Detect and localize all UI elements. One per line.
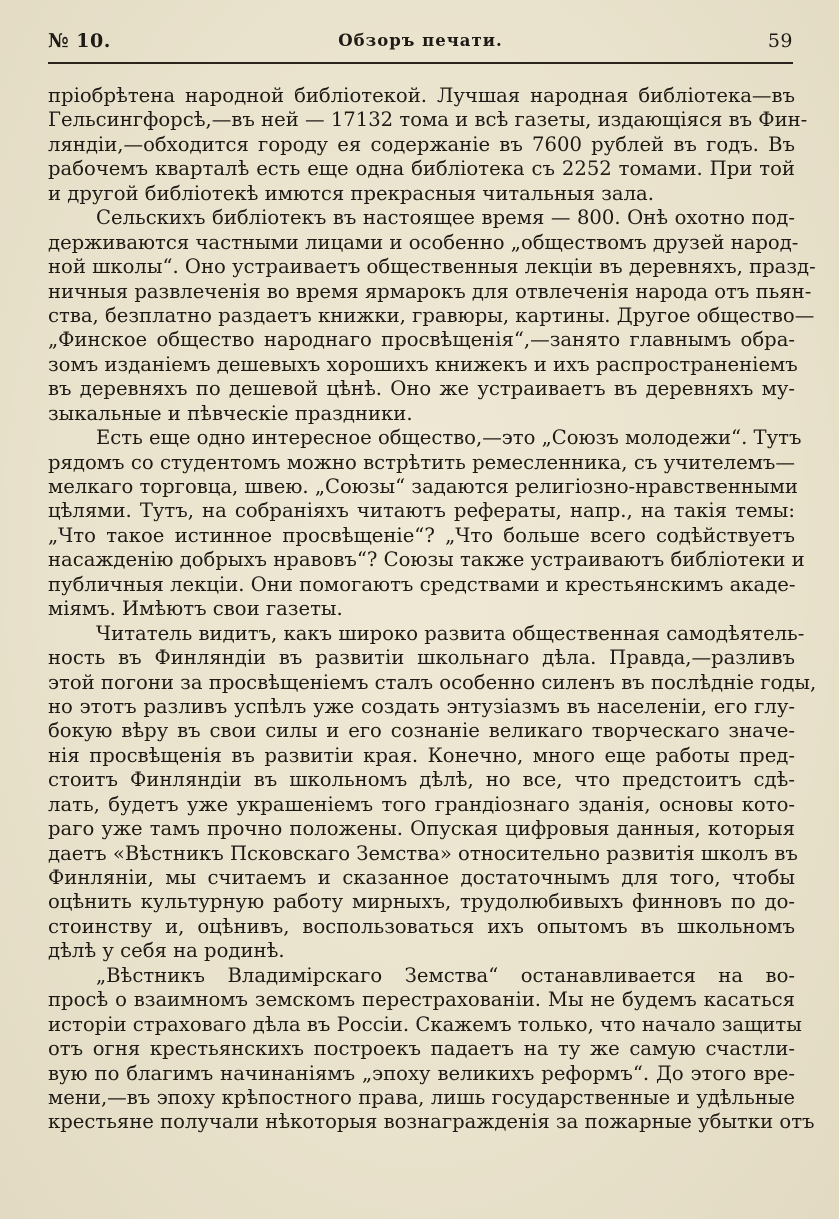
header-rule [48, 62, 793, 64]
page-number: 59 [767, 30, 793, 52]
text-line: „Что такое истинное просвѣщеніе“? „Что больше всего содѣйствуетъ [48, 523, 795, 547]
paragraph [48, 206, 816, 426]
text-line: раго уже тамъ прочно положены. Опуская цифровыя данныя, которыя [48, 817, 795, 841]
text-line: исторіи страховаго дѣла въ Россіи. Скажемъ только, что начало защиты [48, 1012, 802, 1036]
text-line: рабочемъ кварталѣ есть еще одна библіотека съ 2252 томами. При той [48, 157, 795, 181]
paragraph [48, 621, 817, 964]
text-line: стоинству и, оцѣнивъ, воспользоваться ихъ опытомъ въ школьномъ [48, 914, 795, 938]
text-line: пріобрѣтена народной библіотекой. Лучшая народная библіотека—въ [48, 84, 795, 107]
text-line: насажденію добрыхъ нравовъ“? Союзы также устраиваютъ библіотеки и [48, 548, 805, 572]
text-line: Гельсингфорсѣ,—въ ней — 17132 тома и всѣ газеты, издающіяся въ Фин- [48, 108, 808, 132]
text-line: ничныя развлеченія во время ярмарокъ для отвлеченія народа отъ пьян- [48, 279, 812, 303]
text-line: „Финское общество народнаго просвѣщенія“,—занято главнымъ обра- [48, 328, 795, 352]
text-line: отъ огня крестьянскихъ построекъ падаетъ на ту же самую счастли- [48, 1037, 795, 1061]
text-line: рядомъ со студентомъ можно встрѣтить ремесленника, съ учителемъ— [48, 450, 795, 474]
text-line: Читатель видитъ, какъ широко развита общественная самодѣятель- [96, 621, 805, 645]
text-line: но этотъ разливъ успѣлъ уже создать энтузіазмъ въ населеніи, его глу- [48, 694, 795, 718]
text-line: бокую вѣру въ свои силы и его сознаніе великаго творческаго значе- [48, 719, 795, 743]
text-line: ность въ Финляндіи въ развитіи школьнаго дѣла. Правда,—разливъ [48, 646, 795, 670]
text-line: даетъ «Вѣстникъ Псковскаго Земства» относительно развитія школъ въ [48, 841, 798, 865]
text-line: зыкальные и пѣвческіе праздники. [48, 401, 413, 425]
text-line: Есть еще одно интересное общество,—это „Союзъ молодежи“. Тутъ [96, 426, 802, 450]
paragraph [48, 426, 805, 622]
text-line: цѣлями. Тутъ, на собраніяхъ читаютъ рефераты, напр., на такія темы: [48, 499, 795, 523]
text-line: и другой библіотекѣ имются прекрасныя читальныя зала. [48, 181, 654, 205]
text-line: держиваются частными лицами и особенно „обществомъ друзей народ- [48, 230, 799, 254]
text-line: мени,—въ эпоху крѣпостного права, лишь государственные и удѣльные [48, 1085, 795, 1109]
page-header [48, 30, 793, 60]
paragraph [48, 84, 808, 206]
text-line: ства, безплатно раздаетъ книжки, гравюры, картины. Другое общество— [48, 303, 815, 327]
text-line: вую по благимъ начинаніямъ „эпоху великихъ реформъ“. До этого вре- [48, 1061, 795, 1085]
paragraph [48, 963, 815, 1135]
text-line: лать, будетъ уже украшеніемъ того грандіознаго зданія, основы кото- [48, 792, 795, 816]
text-line: публичныя лекціи. Они помогаютъ средствами и крестьянскимъ акаде- [48, 572, 796, 596]
text-line: нія просвѣщенія въ развитіи края. Конечно, много еще работы пред- [48, 743, 795, 767]
text-line: въ деревняхъ по дешевой цѣнѣ. Оно же устраиваетъ въ деревняхъ му- [48, 377, 795, 401]
text-line: „Вѣстникъ Владимірскаго Земства“ останавливается на во- [96, 963, 795, 987]
text-line: крестьяне получали нѣкоторыя вознагражденія за пожарные убытки отъ [48, 1110, 815, 1134]
text-line: зомъ изданіемъ дешевыхъ хорошихъ книжекъ и ихъ распространеніемъ [48, 352, 798, 376]
text-line: этой погони за просвѣщеніемъ сталъ особенно силенъ въ послѣдніе годы, [48, 670, 817, 694]
text-line: ной школы“. Оно устраиваетъ общественныя лекціи въ деревняхъ, празд- [48, 255, 816, 279]
text-line: дѣлѣ у себя на родинѣ. [48, 939, 285, 963]
text-line: ляндіи,—обходится городу ея содержаніе въ 7600 рублей въ годъ. Въ [48, 132, 795, 156]
text-line: мелкаго торговца, швею. „Союзы“ задаются религіозно-нравственными [48, 475, 798, 498]
text-line: оцѣнить культурную работу мирныхъ, трудолюбивыхъ финновъ по до- [48, 890, 795, 914]
text-line: Финляніи, мы считаемъ и сказанное достаточнымъ для того, чтобы [48, 866, 795, 889]
issue-number: № 10. [48, 30, 111, 52]
text-line: просѣ о взаимномъ земскомъ перестрахованіи. Мы не будемъ касаться [48, 988, 795, 1012]
text-line: стоитъ Финляндіи въ школьномъ дѣлѣ, но все, что предстоитъ сдѣ- [48, 768, 795, 792]
body-text [48, 84, 817, 1135]
running-title: Обзоръ печати. [338, 31, 503, 50]
text-line: міямъ. Имѣютъ свои газеты. [48, 597, 343, 621]
text-line: Сельскихъ библіотекъ въ настоящее время — 800. Онѣ охотно под- [96, 206, 795, 230]
